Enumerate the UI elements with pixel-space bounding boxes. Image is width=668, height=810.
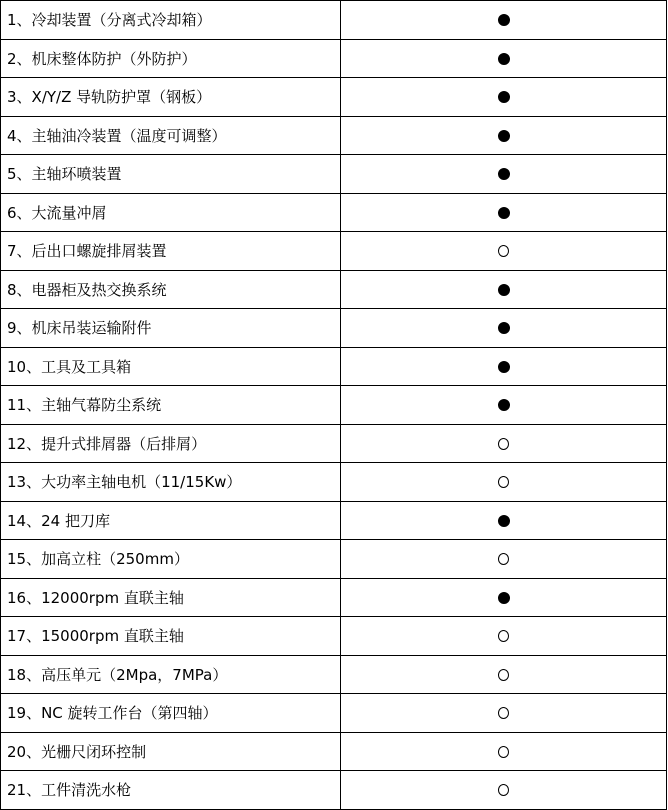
hollow-circle-icon: [498, 553, 509, 565]
feature-name-cell: 1、冷却装置（分离式冷却箱）: [1, 1, 341, 40]
hollow-circle-icon: [498, 476, 509, 488]
availability-cell: [341, 694, 667, 733]
table-row: [1, 347, 667, 386]
availability-cell: [341, 771, 667, 810]
filled-circle-icon: [498, 168, 510, 180]
availability-cell: [341, 1, 667, 40]
feature-name-cell: 20、光栅尺闭环控制: [1, 732, 341, 771]
table-row: [1, 155, 667, 194]
availability-cell: [341, 655, 667, 694]
feature-name-cell: 7、后出口螺旋排屑装置: [1, 232, 341, 271]
configuration-table-body: [1, 1, 667, 810]
availability-cell: [341, 578, 667, 617]
table-row: [1, 309, 667, 348]
table-row: [1, 694, 667, 733]
feature-name-cell: 9、机床吊装运输附件: [1, 309, 341, 348]
table-row: [1, 578, 667, 617]
table-row: [1, 386, 667, 425]
availability-cell: [341, 270, 667, 309]
feature-name-cell: 5、主轴环喷装置: [1, 155, 341, 194]
hollow-circle-icon: [498, 669, 509, 681]
table-row: [1, 501, 667, 540]
feature-name-cell: 12、提升式排屑器（后排屑）: [1, 424, 341, 463]
filled-circle-icon: [498, 399, 510, 411]
filled-circle-icon: [498, 322, 510, 334]
availability-cell: [341, 501, 667, 540]
hollow-circle-icon: [498, 630, 509, 642]
filled-circle-icon: [498, 14, 510, 26]
filled-circle-icon: [498, 284, 510, 296]
feature-name-cell: 2、机床整体防护（外防护）: [1, 39, 341, 78]
table-row: [1, 655, 667, 694]
feature-name-cell: 15、加高立柱（250mm）: [1, 540, 341, 579]
hollow-circle-icon: [498, 707, 509, 719]
hollow-circle-icon: [498, 784, 509, 796]
availability-cell: [341, 540, 667, 579]
availability-cell: [341, 232, 667, 271]
feature-name-cell: 14、24 把刀库: [1, 501, 341, 540]
table-row: [1, 540, 667, 579]
filled-circle-icon: [498, 592, 510, 604]
hollow-circle-icon: [498, 746, 509, 758]
feature-name-cell: 16、12000rpm 直联主轴: [1, 578, 341, 617]
filled-circle-icon: [498, 515, 510, 527]
availability-cell: [341, 78, 667, 117]
table-row: [1, 771, 667, 810]
availability-cell: [341, 155, 667, 194]
feature-name-cell: 4、主轴油冷装置（温度可调整）: [1, 116, 341, 155]
feature-name-cell: 3、X/Y/Z 导轨防护罩（钢板）: [1, 78, 341, 117]
availability-cell: [341, 732, 667, 771]
feature-name-cell: 21、工件清洗水枪: [1, 771, 341, 810]
filled-circle-icon: [498, 207, 510, 219]
feature-name-cell: 13、大功率主轴电机（11/15Kw）: [1, 463, 341, 502]
feature-name-cell: 17、15000rpm 直联主轴: [1, 617, 341, 656]
availability-cell: [341, 463, 667, 502]
table-row: [1, 39, 667, 78]
hollow-circle-icon: [498, 245, 509, 257]
filled-circle-icon: [498, 53, 510, 65]
table-row: [1, 193, 667, 232]
table-row: [1, 1, 667, 40]
table-row: [1, 732, 667, 771]
availability-cell: [341, 617, 667, 656]
feature-name-cell: 8、电器柜及热交换系统: [1, 270, 341, 309]
filled-circle-icon: [498, 130, 510, 142]
table-row: [1, 270, 667, 309]
table-row: [1, 463, 667, 502]
table-row: [1, 116, 667, 155]
availability-cell: [341, 116, 667, 155]
filled-circle-icon: [498, 91, 510, 103]
feature-name-cell: 10、工具及工具箱: [1, 347, 341, 386]
availability-cell: [341, 386, 667, 425]
availability-cell: [341, 347, 667, 386]
hollow-circle-icon: [498, 438, 509, 450]
feature-name-cell: 6、大流量冲屑: [1, 193, 341, 232]
availability-cell: [341, 193, 667, 232]
feature-name-cell: 19、NC 旋转工作台（第四轴）: [1, 694, 341, 733]
filled-circle-icon: [498, 361, 510, 373]
table-row: [1, 78, 667, 117]
availability-cell: [341, 424, 667, 463]
table-row: [1, 617, 667, 656]
table-row: [1, 232, 667, 271]
availability-cell: [341, 39, 667, 78]
feature-name-cell: 11、主轴气幕防尘系统: [1, 386, 341, 425]
feature-name-cell: 18、高压单元（2Mpa，7MPa）: [1, 655, 341, 694]
availability-cell: [341, 309, 667, 348]
table-row: [1, 424, 667, 463]
